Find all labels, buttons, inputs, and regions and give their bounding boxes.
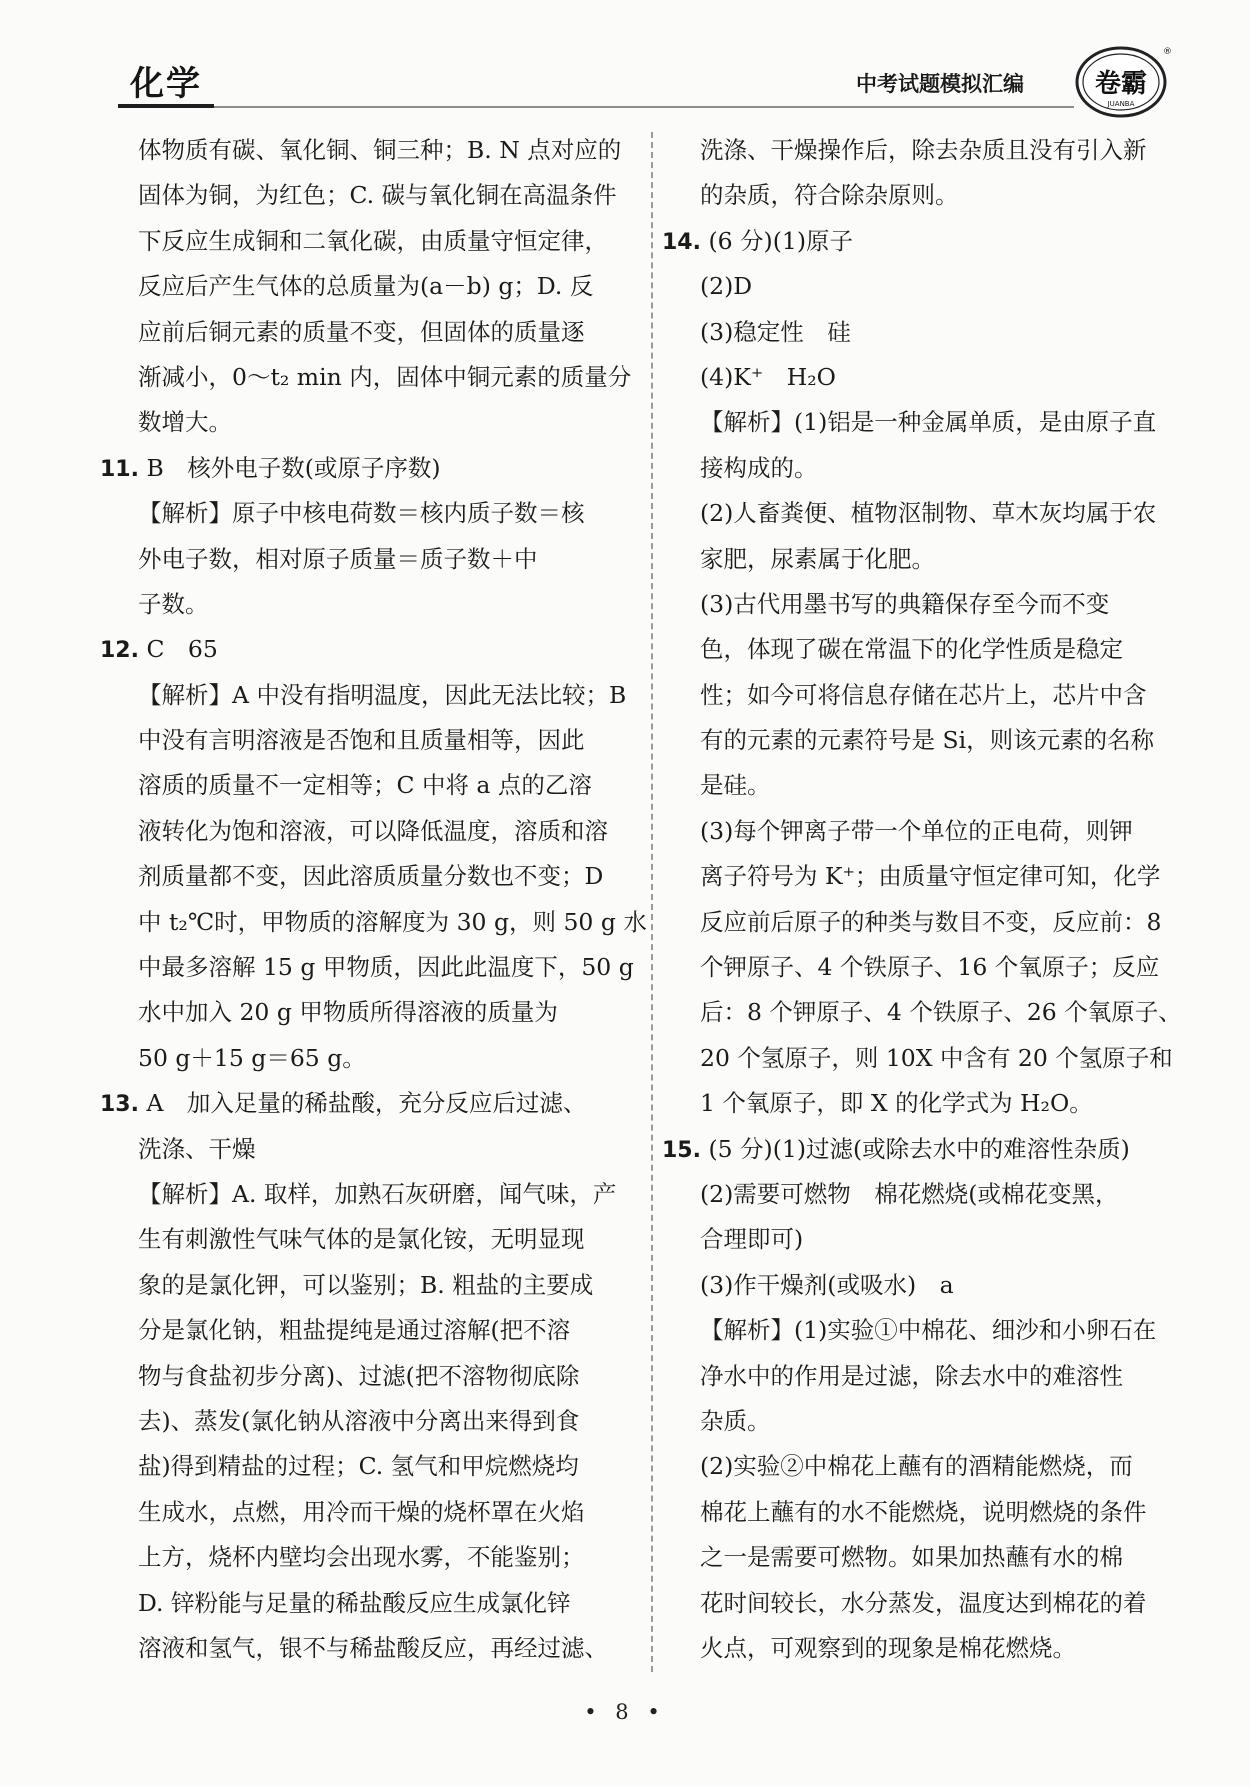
text-line: 棉花上蘸有的水不能燃烧，说明燃烧的条件 [700, 1497, 1147, 1526]
text-line: 个钾原子、4 个铁原子、16 个氧原子；反应 [700, 953, 1160, 982]
question-number: 11. [100, 456, 139, 482]
text-line: 色，体现了碳在常温下的化学性质是稳定 [700, 635, 1123, 664]
text-line: 分是氯化钠，粗盐提纯是通过溶解(把不溶 [138, 1316, 571, 1345]
text-line: 外电子数，相对原子质量＝质子数＋中 [138, 544, 538, 573]
text-line: 洗涤、干燥 [138, 1134, 256, 1163]
text-line: (3)古代用墨书写的典籍保存至今而不变 [700, 589, 1110, 618]
right-column [662, 128, 1182, 1671]
text-line: 之一是需要可燃物。如果加热蘸有水的棉 [700, 1543, 1123, 1572]
text-line: 【解析】(1)铝是一种金属单质，是由原子直 [700, 408, 1157, 437]
text-line: 中 t₂℃时，甲物质的溶解度为 30 g，则 50 g 水 [138, 907, 647, 936]
text-line: (2)D [700, 272, 753, 301]
text-line: 【解析】A 中没有指明温度，因此无法比较；B [138, 680, 627, 709]
text-line: 中没有言明溶液是否饱和且质量相等，因此 [138, 726, 585, 755]
text-line: 应前后铜元素的质量不变，但固体的质量逐 [138, 317, 585, 346]
text-line: 家肥，尿素属于化肥。 [700, 544, 935, 573]
text-line: 生有刺激性气味气体的是氯化铵，无明显现 [138, 1225, 585, 1254]
text-line: 13. A 加入足量的稀盐酸，充分反应后过滤、 [100, 1089, 587, 1118]
header-rule [214, 106, 1074, 108]
text-line: 数增大。 [138, 408, 232, 437]
text-line: 净水中的作用是过滤，除去水中的难溶性 [700, 1361, 1123, 1390]
text-line: (3)稳定性 硅 [700, 317, 851, 346]
text-line: 渐减小，0～t₂ min 内，固体中铜元素的质量分 [138, 362, 632, 391]
column-divider [651, 132, 653, 1672]
left-column [100, 128, 647, 1671]
juanba-logo [1073, 40, 1173, 120]
page-number: • 8 • [584, 1700, 666, 1724]
text-line: 反应前后原子的种类与数目不变，反应前：8 [700, 907, 1162, 936]
text-line: 体物质有碳、氧化铜、铜三种；B. N 点对应的 [138, 136, 622, 164]
text-line: 12. C 65 [100, 635, 218, 664]
text-line: 生成水，点燃，用冷而干燥的烧杯罩在火焰 [138, 1497, 585, 1526]
text-line: 象的是氯化钾，可以鉴别；B. 粗盐的主要成 [138, 1270, 594, 1299]
text-line: 盐)得到精盐的过程；C. 氢气和甲烷燃烧均 [138, 1452, 579, 1481]
text-line: 接构成的。 [700, 453, 818, 482]
question-number: 12. [100, 638, 139, 664]
text-line: 20 个氢原子，则 10X 中含有 20 个氢原子和 [700, 1043, 1173, 1072]
text-line: 液转化为饱和溶液，可以降低温度，溶质和溶 [138, 816, 608, 845]
svg-text:JUANBA: JUANBA [1107, 100, 1135, 108]
question-number: 15. [662, 1137, 701, 1163]
text-line: (3)每个钾离子带一个单位的正电荷，则钾 [700, 816, 1133, 845]
subject-underline [118, 104, 214, 108]
text-line: 上方，烧杯内壁均会出现水雾，不能鉴别； [138, 1543, 585, 1572]
text-line: 物与食盐初步分离)、过滤(把不溶物彻底除 [138, 1361, 580, 1390]
text-line: 合理即可) [700, 1225, 804, 1254]
text-line: 子数。 [138, 589, 209, 618]
subject-title: 化学 [130, 64, 202, 104]
text-line: 溶质的质量不一定相等；C 中将 a 点的乙溶 [138, 771, 592, 800]
question-number: 13. [100, 1092, 139, 1118]
svg-text:®: ® [1163, 47, 1172, 57]
text-line: 水中加入 20 g 甲物质所得溶液的质量为 [138, 998, 558, 1027]
text-line: D. 锌粉能与足量的稀盐酸反应生成氯化锌 [138, 1588, 571, 1617]
svg-text:卷霸: 卷霸 [1094, 69, 1148, 99]
text-line: 中最多溶解 15 g 甲物质，因此此温度下，50 g [138, 953, 634, 982]
question-number: 14. [662, 229, 701, 255]
text-line: 花时间较长，水分蒸发，温度达到棉花的着 [700, 1588, 1147, 1617]
text-line: 剂质量都不变，因此溶质质量分数也不变；D [138, 862, 604, 891]
text-line: 性；如今可将信息存储在芯片上，芯片中含 [700, 680, 1147, 709]
text-line: 后：8 个钾原子、4 个铁原子、26 个氧原子、 [700, 998, 1182, 1027]
text-line: (2)实验②中棉花上蘸有的酒精能燃烧，而 [700, 1452, 1133, 1481]
text-line: 【解析】原子中核电荷数＝核内质子数＝核 [138, 499, 585, 528]
text-line: (2)需要可燃物 棉花燃烧(或棉花变黑， [700, 1179, 1119, 1208]
text-line: 的杂质，符合除杂原则。 [700, 181, 959, 210]
text-line: (4)K⁺ H₂O [700, 362, 836, 391]
text-line: 洗涤、干燥操作后，除去杂质且没有引入新 [700, 136, 1147, 164]
text-line: 11. B 核外电子数(或原子序数) [100, 453, 441, 482]
text-line: 杂质。 [700, 1406, 771, 1435]
text-line: (3)作干燥剂(或吸水) a [700, 1270, 954, 1299]
text-line: 溶液和氢气，银不与稀盐酸反应，再经过滤、 [138, 1633, 608, 1662]
text-line: 【解析】A. 取样，加熟石灰研磨，闻气味，产 [138, 1179, 617, 1208]
text-line: 15. (5 分)(1)过滤(或除去水中的难溶性杂质) [662, 1134, 1130, 1163]
series-title: 中考试题模拟汇编 [856, 72, 1024, 96]
text-line: 14. (6 分)(1)原子 [662, 226, 853, 255]
text-line: (2)人畜粪便、植物沤制物、草木灰均属于农 [700, 499, 1157, 528]
text-line: 下反应生成铜和二氧化碳，由质量守恒定律， [138, 226, 608, 255]
text-line: 反应后产生气体的总质量为(a－b) g；D. 反 [138, 272, 594, 301]
text-line: 是硅。 [700, 771, 771, 800]
text-line: 离子符号为 K⁺；由质量守恒定律可知，化学 [700, 862, 1161, 891]
page-header [118, 40, 1178, 120]
text-line: 【解析】(1)实验①中棉花、细沙和小卵石在 [700, 1316, 1157, 1345]
text-line: 1 个氧原子，即 X 的化学式为 H₂O。 [700, 1089, 1093, 1118]
text-line: 有的元素的元素符号是 Si，则该元素的名称 [700, 726, 1155, 755]
text-line: 固体为铜，为红色；C. 碳与氧化铜在高温条件 [138, 181, 617, 210]
text-line: 50 g＋15 g＝65 g。 [138, 1043, 366, 1072]
text-line: 火点，可观察到的现象是棉花燃烧。 [700, 1633, 1076, 1662]
text-line: 去)、蒸发(氯化钠从溶液中分离出来得到食 [138, 1406, 580, 1435]
